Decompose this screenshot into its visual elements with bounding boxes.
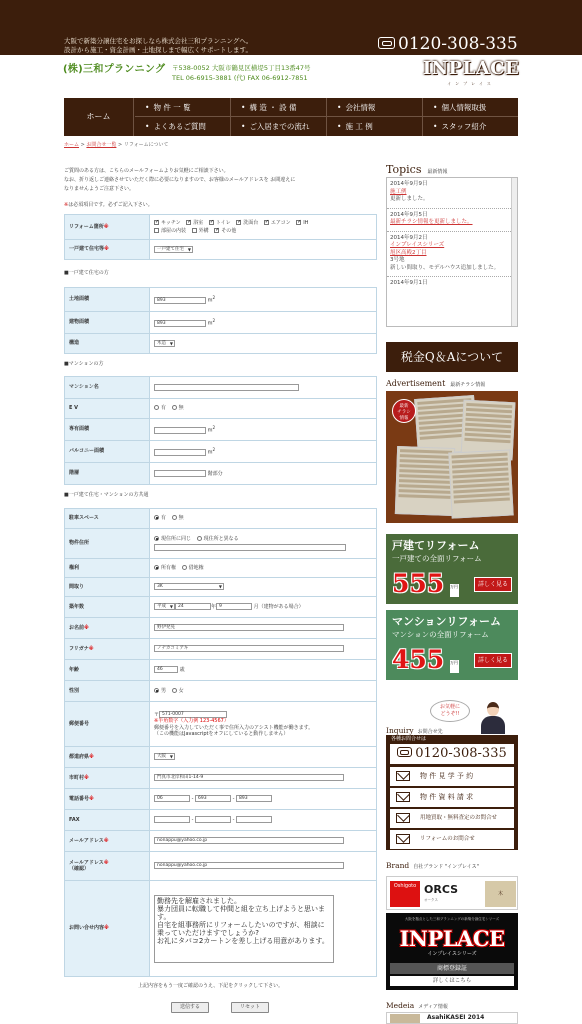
- nav-faq[interactable]: • よくあるご質問: [135, 117, 231, 136]
- field-label: 年齢: [65, 660, 150, 681]
- field-label: マンション名: [65, 377, 150, 399]
- option-label: 洗面台: [243, 219, 259, 226]
- intro-line: なお、折り返しご連絡させていただく際に必要になりますので、お客様のメールアドレスを お間違えに: [64, 177, 296, 183]
- year-suffix: 年: [211, 604, 217, 611]
- section-mansion: ■マンションの方: [64, 361, 104, 367]
- inplace-logo-sub: インプレイス: [447, 81, 495, 86]
- field-label: FAX: [65, 810, 150, 831]
- breadcrumb-current: リフォームについて: [123, 142, 169, 148]
- breadcrumb-home[interactable]: ホーム: [64, 142, 80, 148]
- required-mark: ※: [84, 624, 89, 631]
- banner-unit: 万円: [450, 660, 459, 673]
- field-label: 階層: [65, 463, 150, 485]
- adv-title: Advertisement: [386, 379, 446, 388]
- option-label: トイレ: [215, 219, 231, 226]
- reform-inquiry-link[interactable]: [390, 830, 514, 849]
- gender-male-radio[interactable]: [154, 688, 159, 693]
- reset-button[interactable]: リセット: [231, 1002, 269, 1013]
- field-label: 権利: [65, 559, 150, 578]
- required-mark: ※: [103, 837, 109, 844]
- option-label: IH: [303, 219, 309, 226]
- tel-label: 電話番号: [69, 795, 90, 802]
- media-text: AsahiKASEI 2014: [427, 1014, 485, 1021]
- radio-label: 現住所と異なる: [203, 535, 239, 542]
- zip-note: 郵便番号を入力していただく事で住所入力のアシスト機能が働きます。: [154, 724, 314, 731]
- pref-label: 都道府県: [69, 753, 90, 760]
- reform-options: [150, 215, 377, 240]
- radio-label: 現住所に同じ: [161, 535, 192, 542]
- flyer-image[interactable]: [386, 391, 518, 523]
- balcony-area-input[interactable]: [154, 449, 206, 456]
- viewing-reservation-link[interactable]: [390, 767, 514, 786]
- type-label: 一戸建て住宅等: [69, 246, 105, 253]
- required-mark: ※: [104, 925, 109, 932]
- banner-subtitle: 一戸建ての全面リフォーム: [392, 554, 482, 563]
- brand-title: Brand: [386, 861, 410, 870]
- banner-unit: 万円: [450, 584, 459, 597]
- option-label: キッチン: [161, 219, 181, 226]
- checkbox-interior[interactable]: [154, 228, 159, 233]
- mail-icon: [396, 771, 410, 781]
- submit-button[interactable]: 送信する: [171, 1002, 209, 1013]
- brand-logo-wood[interactable]: 木: [485, 881, 516, 907]
- field-label: 専有面積: [65, 419, 150, 441]
- mail2-label-sub: （確認）: [69, 866, 90, 872]
- media-heading: [386, 1001, 448, 1011]
- topic-date: 2014年9月9日: [390, 181, 428, 187]
- row-label: 物 件 資 料 請 求: [420, 793, 474, 801]
- brand-heading: [386, 861, 479, 871]
- topic-text: 3号地 新しい間取り、モデルハウス追加しました。: [390, 257, 500, 271]
- header-phone[interactable]: [378, 33, 528, 55]
- field-label: 間取り: [65, 578, 150, 597]
- tel-fax-line: TEL 06-6915-3881 (代) FAX 06-6912-7851: [172, 74, 308, 82]
- house-table: 土地面積 893 $m^2$ 建物面積 893 $m^2$ 構造 木造 ▼: [64, 287, 377, 354]
- name-label: お名前: [69, 624, 85, 631]
- advertisement-heading: [386, 379, 485, 389]
- required-mark: ※: [88, 645, 94, 652]
- land-area-input[interactable]: 893: [154, 297, 206, 304]
- field-label: [65, 852, 150, 881]
- address-line: 〒538-0052 大阪市鶴見区横堤5丁目13番47号: [172, 64, 311, 72]
- section-house: ■一戸建て住宅の方: [64, 270, 109, 276]
- field-label: 土地面積: [65, 288, 150, 312]
- radio-label: 無: [178, 515, 184, 522]
- section-common: ■一戸建て住宅・マンションの方共通: [64, 492, 149, 498]
- mansion-reform-banner[interactable]: [386, 610, 518, 680]
- option-label: 浴室: [193, 219, 204, 226]
- month-suffix: 月（建物がある場合）: [253, 604, 304, 611]
- main-nav: [64, 98, 518, 136]
- media-title: Medeia: [386, 1001, 415, 1010]
- required-mark: ※: [104, 246, 109, 253]
- field-label: 構造: [65, 334, 150, 354]
- unit-label: m: [207, 297, 213, 304]
- checkbox-toilet[interactable]: [209, 220, 214, 225]
- field-label: 性別: [65, 681, 150, 702]
- kana-label: フリガナ: [69, 645, 89, 652]
- flyer-thumb: [395, 446, 455, 516]
- list-item: [387, 232, 517, 278]
- nav-privacy[interactable]: • 個人情報取扱: [423, 98, 518, 117]
- inquiry-box: [386, 735, 518, 850]
- city-input[interactable]: 門真市北岸和田1-14-9: [154, 774, 344, 781]
- inplace-logo-text: INPLACE: [422, 58, 520, 79]
- option-label: 部屋の内装: [161, 228, 187, 234]
- brand-logo-orcs[interactable]: ORCS: [424, 883, 459, 896]
- inquiry-sub: お問合せ先: [417, 729, 443, 735]
- intro-text: [64, 167, 372, 194]
- inquiry-textarea[interactable]: 勤務先を解雇されました。 暴力団員に転職して仲間と組を立ち上げようと思います。 自宅を組事務所にリフォームしたいのですが、相談に 乗っていただけますでしょうか? お礼にタバコ2カートンを差し上げる用意があります。: [154, 895, 334, 963]
- tel-input-2[interactable]: 693: [195, 795, 231, 802]
- addr-same-radio[interactable]: [154, 536, 159, 541]
- reform-label: リフォーム箇所: [69, 223, 104, 230]
- common-table: 駐車スペース 有 無 物件住所 現住所に同じ 現住所と異なる 権利 所有権 借地権 間取り 3K ▼ 築年数 平成 ▼ 24 年 9 月（建物がある場合） お名前※ 野伊発晃 フリガナ※ ノナカコミアキ 年齢 46 歳 性別 男 女 郵便番号 〒 571-0007 ※半角数字（入力例 123-4567） 郵便番号を入力していただく事で住所入力のアシスト機能が働きます。 （この機能はJavascriptをオフにしていると動作しません） 都道府県※ 大阪 ▼ 市町村※ 門真市北岸和田1-14-9 電話番号※ 06 - 693 - 893 FAX - - メールアドレス※ nonappu@yahoo.co.jp メールアドレス※ （確認） nonappu@yahoo.co.jp お問い合せ内容※ 勤務先を解雇されました。 暴力団員に転職して仲間と組を立ち上げようと思います。 自宅を組事務所にリフォームしたいのですが、相談に 乗っていただけますでしょうか? お礼にタバコ2カートンを差し上げる用意があります。: [64, 508, 377, 977]
- media-sub: メディア情報: [418, 1004, 448, 1010]
- field-label: [65, 215, 150, 240]
- field-label: [65, 747, 150, 768]
- option-label: 外構: [198, 228, 209, 234]
- required-note: [64, 202, 153, 209]
- reform-table: [64, 214, 377, 260]
- tagline-line-2: 設計から施工・資金計画・土地探しまで幅広くサポートします。: [64, 46, 252, 54]
- free-dial-icon: [397, 747, 412, 757]
- banner-more-button[interactable]: 詳しく見る: [474, 577, 512, 592]
- floor-suffix: 階部分: [207, 470, 223, 477]
- nav-structure[interactable]: • 構 造 ・ 設 備: [231, 98, 327, 117]
- field-label: 築年数: [65, 597, 150, 618]
- flyer-thumb: [448, 449, 513, 518]
- checkbox-other[interactable]: [214, 228, 219, 233]
- required-mark: ※: [103, 859, 109, 866]
- tax-qa-banner[interactable]: 税金Q＆Aについて: [386, 342, 518, 372]
- fax-input-2[interactable]: [195, 816, 231, 823]
- banner-subtitle: マンションの全面リフォーム: [392, 630, 489, 639]
- unit-label: m: [207, 427, 213, 434]
- nav-home[interactable]: ホーム: [64, 98, 134, 136]
- brand-logo-oshigoto[interactable]: Oshigoto: [390, 881, 420, 907]
- inquiry-phone[interactable]: [390, 744, 514, 764]
- ev-no-radio[interactable]: [172, 405, 177, 410]
- checkbox-ih[interactable]: [296, 220, 301, 225]
- banner-title: 戸建てリフォーム: [392, 539, 480, 552]
- field-label: 駐車スペース: [65, 509, 150, 529]
- speech-bubble: お気軽に どうぞ!!: [430, 700, 470, 722]
- banner-more-button[interactable]: 詳しく見る: [474, 653, 512, 668]
- document-request-link[interactable]: [390, 788, 514, 807]
- tagline: [64, 37, 324, 55]
- radio-label: 無: [178, 405, 184, 412]
- banner-title: マンションリフォーム: [392, 615, 501, 628]
- media-thumb: [390, 1014, 420, 1024]
- list-item: [387, 178, 517, 209]
- nav-works[interactable]: • 施 工 例: [327, 117, 423, 136]
- company-address: [172, 63, 311, 83]
- layout-select[interactable]: 3K ▼: [154, 583, 224, 590]
- rights-lease-radio[interactable]: [182, 565, 187, 570]
- nav-move-in-flow[interactable]: • ご入居までの流れ: [231, 117, 327, 136]
- brand-orcs-sub: オークス: [424, 898, 438, 902]
- unit-label: m: [207, 320, 213, 327]
- top-header-bar: [0, 0, 582, 55]
- breadcrumb-sep: >: [118, 142, 123, 148]
- land-purchase-link[interactable]: [390, 809, 514, 828]
- confirm-text: 上記内容をもう一度ご確認のうえ、下記をクリックして下さい。: [138, 983, 284, 989]
- field-label: [65, 618, 150, 639]
- email-input[interactable]: nonappu@yahoo.co.jp: [154, 837, 344, 844]
- unit-label: m: [207, 449, 213, 456]
- flyer-seal: 最新 チラシ 情報: [392, 399, 416, 423]
- gender-female-radio[interactable]: [172, 688, 177, 693]
- zip-note: ※半角数字（入力例 123-4567）: [154, 718, 229, 724]
- topics-heading: [386, 163, 518, 177]
- structure-select[interactable]: 木造 ▼: [154, 340, 175, 347]
- mail-icon: [396, 792, 410, 802]
- parking-no-radio[interactable]: [172, 515, 177, 520]
- intro-line: ご質問のある方は、こちらのメールフォームよりお気軽にご相談下さい。: [64, 168, 229, 174]
- inplace-series-banner[interactable]: [386, 913, 518, 990]
- trademark-label: 商標登録証: [390, 963, 514, 974]
- required-mark: ※: [89, 795, 94, 802]
- zip-mark: 〒: [154, 711, 160, 718]
- header-phone-number: 0120-308-335: [398, 34, 518, 54]
- row-label: 用地買取・無料査定のお問合せ: [420, 815, 498, 821]
- field-label: [65, 831, 150, 852]
- name-input[interactable]: 野伊発晃: [154, 624, 344, 631]
- nav-staff[interactable]: • スタッフ紹介: [423, 117, 518, 136]
- company-logo[interactable]: (株)三和プランニング: [63, 64, 166, 75]
- email-confirm-input[interactable]: nonappu@yahoo.co.jp: [154, 862, 344, 869]
- topic-date: 2014年9月2日: [390, 234, 428, 241]
- field-label: 物件住所: [65, 529, 150, 559]
- inplace-details-link[interactable]: 詳しくはこちら: [390, 976, 514, 986]
- checkbox-bath[interactable]: [186, 220, 191, 225]
- mail-label: メールアドレス: [69, 837, 104, 844]
- field-label: E V: [65, 399, 150, 419]
- topics-list[interactable]: [386, 177, 518, 327]
- mail2-label: メールアドレス: [69, 859, 104, 866]
- topic-link[interactable]: 旭区高殿2丁目: [390, 249, 427, 256]
- month-input[interactable]: 9: [216, 603, 252, 610]
- required-note-text: は必須項目です。必ずご記入下さい。: [68, 202, 153, 208]
- year-input[interactable]: 24: [175, 603, 211, 610]
- topic-link[interactable]: インプレイスシリーズ: [390, 242, 445, 248]
- house-reform-banner[interactable]: [386, 534, 518, 604]
- topic-text: 更新しました。: [390, 196, 429, 202]
- zip-note: （この機能はJavascriptをオフにしていると動作しません）: [154, 731, 289, 737]
- mansion-table: マンション名 E V 有 無 専有面積 $m^2$ バルコニー面積 $m^2$ 階層 階部分: [64, 376, 377, 485]
- fax-input-1[interactable]: [154, 816, 190, 823]
- field-label: [65, 639, 150, 660]
- checkbox-kitchen[interactable]: [154, 220, 159, 225]
- field-label: 建物面積: [65, 312, 150, 334]
- banner-price: 555: [392, 569, 445, 598]
- breadcrumb-inquiry[interactable]: お問合せ一覧: [86, 142, 117, 148]
- scrollbar[interactable]: [511, 178, 517, 326]
- banner-price: 455: [392, 645, 445, 674]
- radio-label: 有: [161, 405, 167, 412]
- tel-input-1[interactable]: 06: [154, 795, 190, 802]
- topics-title: Topics: [386, 163, 422, 176]
- topics-sub: 最新情報: [427, 169, 448, 175]
- mail-icon: [396, 834, 410, 844]
- era-select[interactable]: 平成 ▼: [154, 603, 175, 610]
- required-mark: ※: [84, 774, 89, 781]
- topic-link[interactable]: 最新チラシ情報を更新しました。: [390, 219, 473, 225]
- type-select[interactable]: 一戸建て住宅 ▼: [154, 246, 193, 253]
- checkbox-washbasin[interactable]: [236, 220, 241, 225]
- required-mark: ※: [89, 753, 94, 760]
- radio-label: 男: [161, 687, 167, 694]
- radio-label: 女: [178, 687, 184, 694]
- zip-input[interactable]: 571-0007: [159, 711, 227, 718]
- staff-avatar: [478, 700, 508, 734]
- brand-sub: 自社ブランド "インプレイス": [413, 864, 479, 870]
- field-label: [65, 768, 150, 789]
- option-label: その他: [221, 228, 237, 234]
- field-label: バルコニー面積: [65, 441, 150, 463]
- field-label: 郵便番号: [65, 702, 150, 747]
- inquiry-caption: 各種お問合せは: [391, 736, 427, 742]
- exclusive-area-input[interactable]: [154, 427, 206, 434]
- intro-line: なりませんようご注意下さい。: [64, 186, 135, 192]
- field-label: [65, 240, 150, 260]
- nav-property-list[interactable]: • 物 件 一 覧: [135, 98, 231, 117]
- radio-label: 有: [161, 515, 167, 522]
- option-label: エアコン: [270, 219, 291, 226]
- building-area-input[interactable]: 893: [154, 320, 206, 327]
- kana-input[interactable]: ノナカコミアキ: [154, 645, 344, 652]
- list-item: [387, 277, 517, 292]
- brand-logos[interactable]: [386, 876, 518, 910]
- topic-link[interactable]: 施工例: [390, 188, 407, 195]
- inplace-logo[interactable]: [422, 56, 520, 90]
- topic-date: 2014年9月5日: [390, 211, 428, 218]
- breadcrumb-sep: >: [80, 142, 85, 148]
- radio-label: 借地権: [188, 564, 204, 571]
- inplace-small-text: 大阪を拠点とした三和プランニングの新築分譲住宅シリーズ: [404, 917, 500, 921]
- tagline-line-1: 大阪で新築分譲住宅をお探しなら株式会社三和プランニングへ。: [64, 37, 253, 45]
- property-address-input[interactable]: [154, 544, 346, 551]
- adv-sub: 最新チラシ情報: [450, 382, 486, 388]
- rights-own-radio[interactable]: [154, 565, 159, 570]
- inplace-big-logo: INPLACE: [399, 926, 505, 951]
- list-item: [387, 209, 517, 232]
- breadcrumb: [64, 142, 168, 149]
- free-dial-icon: [378, 37, 395, 49]
- field-label: [65, 881, 150, 977]
- checkbox-exterior[interactable]: [192, 228, 197, 233]
- nav-company[interactable]: • 会社情報: [327, 98, 423, 117]
- required-mark: ※: [103, 223, 109, 230]
- row-label: 物 件 見 学 予 約: [420, 772, 474, 780]
- age-suffix: 歳: [179, 667, 185, 674]
- tel-input-3[interactable]: 893: [236, 795, 272, 802]
- city-label: 市町村: [69, 774, 85, 781]
- fax-input-3[interactable]: [236, 816, 272, 823]
- ev-yes-radio[interactable]: [154, 405, 159, 410]
- parking-yes-radio[interactable]: [154, 515, 159, 520]
- checkbox-aircon[interactable]: [264, 220, 269, 225]
- inquiry-label: お問い合せ内容: [69, 925, 105, 932]
- pref-select[interactable]: 大阪 ▼: [154, 753, 175, 760]
- age-input[interactable]: 46: [154, 666, 178, 673]
- required-mark: ※: [64, 202, 69, 208]
- media-banner[interactable]: [386, 1012, 518, 1024]
- inquiry-phone-number: 0120-308-335: [415, 746, 507, 761]
- floor-input[interactable]: [154, 470, 206, 477]
- radio-label: 所有権: [161, 564, 177, 571]
- inquiry-title: Inquiry: [386, 726, 414, 735]
- field-label: [65, 789, 150, 810]
- mail-icon: [396, 813, 410, 823]
- row-label: リフォームのお問合せ: [420, 836, 475, 842]
- inplace-series-text: インプレイスシリーズ: [427, 951, 477, 957]
- mansion-name-input[interactable]: [154, 384, 299, 391]
- topic-date: 2014年9月1日: [390, 280, 428, 286]
- addr-diff-radio[interactable]: [197, 536, 202, 541]
